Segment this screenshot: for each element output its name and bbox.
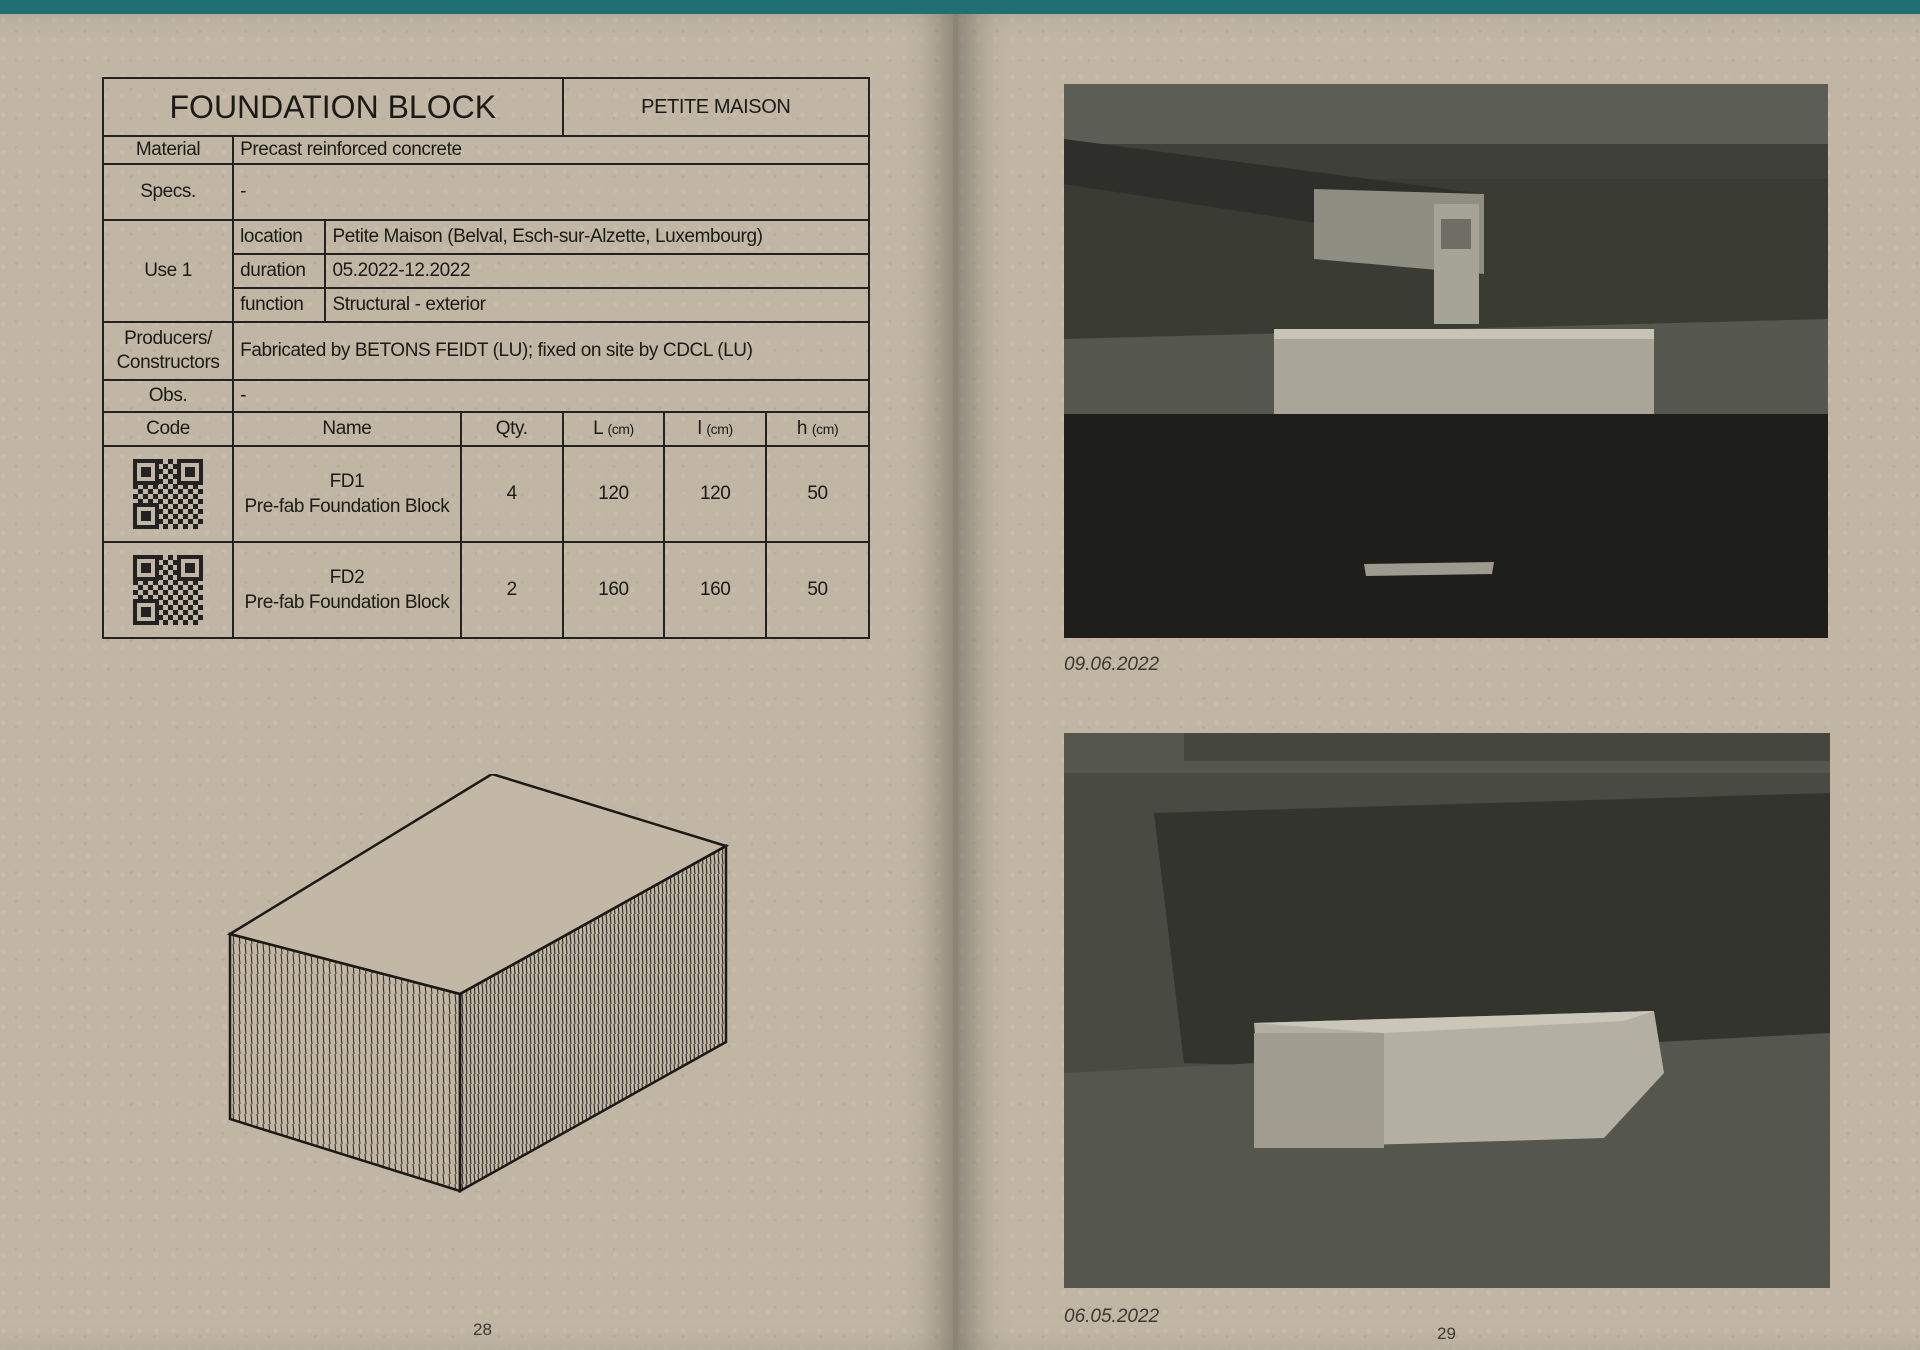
col-header-height-letter: h (796, 418, 807, 439)
site-photo-beam-on-block (1064, 84, 1828, 638)
col-header-height-unit: (cm) (811, 421, 839, 437)
producers-label-line-1: Producers/ (124, 328, 212, 349)
obs-label: Obs. (103, 380, 233, 412)
col-header-width (664, 412, 766, 446)
specs-value: - (233, 164, 869, 220)
col-header-name: Name (233, 412, 461, 446)
location-label: location (233, 220, 325, 254)
row-id: FD1 (329, 471, 365, 492)
col-header-height (766, 412, 869, 446)
left-page (0, 14, 955, 1350)
booklet-spread (0, 14, 1920, 1350)
page-number-right: 29 (1437, 1324, 1456, 1343)
producers-value: Fabricated by BETONS FEIDT (LU); fixed on site by CDCL (LU) (233, 322, 869, 380)
row-id: FD2 (329, 567, 365, 588)
row-width: 160 (664, 542, 766, 638)
producers-label-line-2: Constructors (116, 352, 220, 373)
material-sheet-table (102, 77, 870, 639)
qr-code-cell (103, 542, 233, 638)
table-row (103, 542, 869, 638)
site-photo-block-in-pit (1064, 733, 1830, 1288)
duration-value: 05.2022-12.2022 (325, 254, 869, 288)
table-row (103, 446, 869, 542)
material-value: Precast reinforced concrete (233, 136, 869, 164)
sheet-title: FOUNDATION BLOCK (103, 78, 563, 136)
page-number-left: 28 (473, 1320, 492, 1339)
photo-caption-2: 06.05.2022 (1064, 1306, 1160, 1327)
row-name: Pre-fab Foundation Block (244, 592, 450, 613)
row-qty: 2 (461, 542, 563, 638)
row-height: 50 (766, 542, 869, 638)
qr-code-icon[interactable] (131, 457, 205, 531)
location-value: Petite Maison (Belval, Esch-sur-Alzette, Luxembourg) (325, 220, 869, 254)
qr-code-cell (103, 446, 233, 542)
col-header-width-letter: l (697, 418, 702, 439)
photo-caption-1: 09.06.2022 (1064, 654, 1160, 675)
project-name: PETITE MAISON (563, 78, 869, 136)
obs-value: - (233, 380, 869, 412)
row-length: 160 (563, 542, 665, 638)
col-header-length-letter: L (593, 418, 603, 439)
col-header-code: Code (103, 412, 233, 446)
use-label: Use 1 (103, 220, 233, 322)
col-header-width-unit: (cm) (706, 421, 733, 437)
function-value: Structural - exterior (325, 288, 869, 322)
row-qty: 4 (461, 446, 563, 542)
row-name-cell (233, 542, 461, 638)
row-length: 120 (563, 446, 665, 542)
row-name: Pre-fab Foundation Block (244, 496, 450, 517)
row-name-cell (233, 446, 461, 542)
material-label: Material (103, 136, 233, 164)
producers-label (103, 322, 233, 380)
specs-label: Specs. (103, 164, 233, 220)
duration-label: duration (233, 254, 325, 288)
foundation-block-sketch (225, 774, 745, 1214)
row-height: 50 (766, 446, 869, 542)
function-label: function (233, 288, 325, 322)
col-header-length-unit: (cm) (607, 421, 634, 437)
row-width: 120 (664, 446, 766, 542)
qr-code-icon[interactable] (131, 553, 205, 627)
col-header-length (563, 412, 665, 446)
col-header-qty: Qty. (461, 412, 563, 446)
